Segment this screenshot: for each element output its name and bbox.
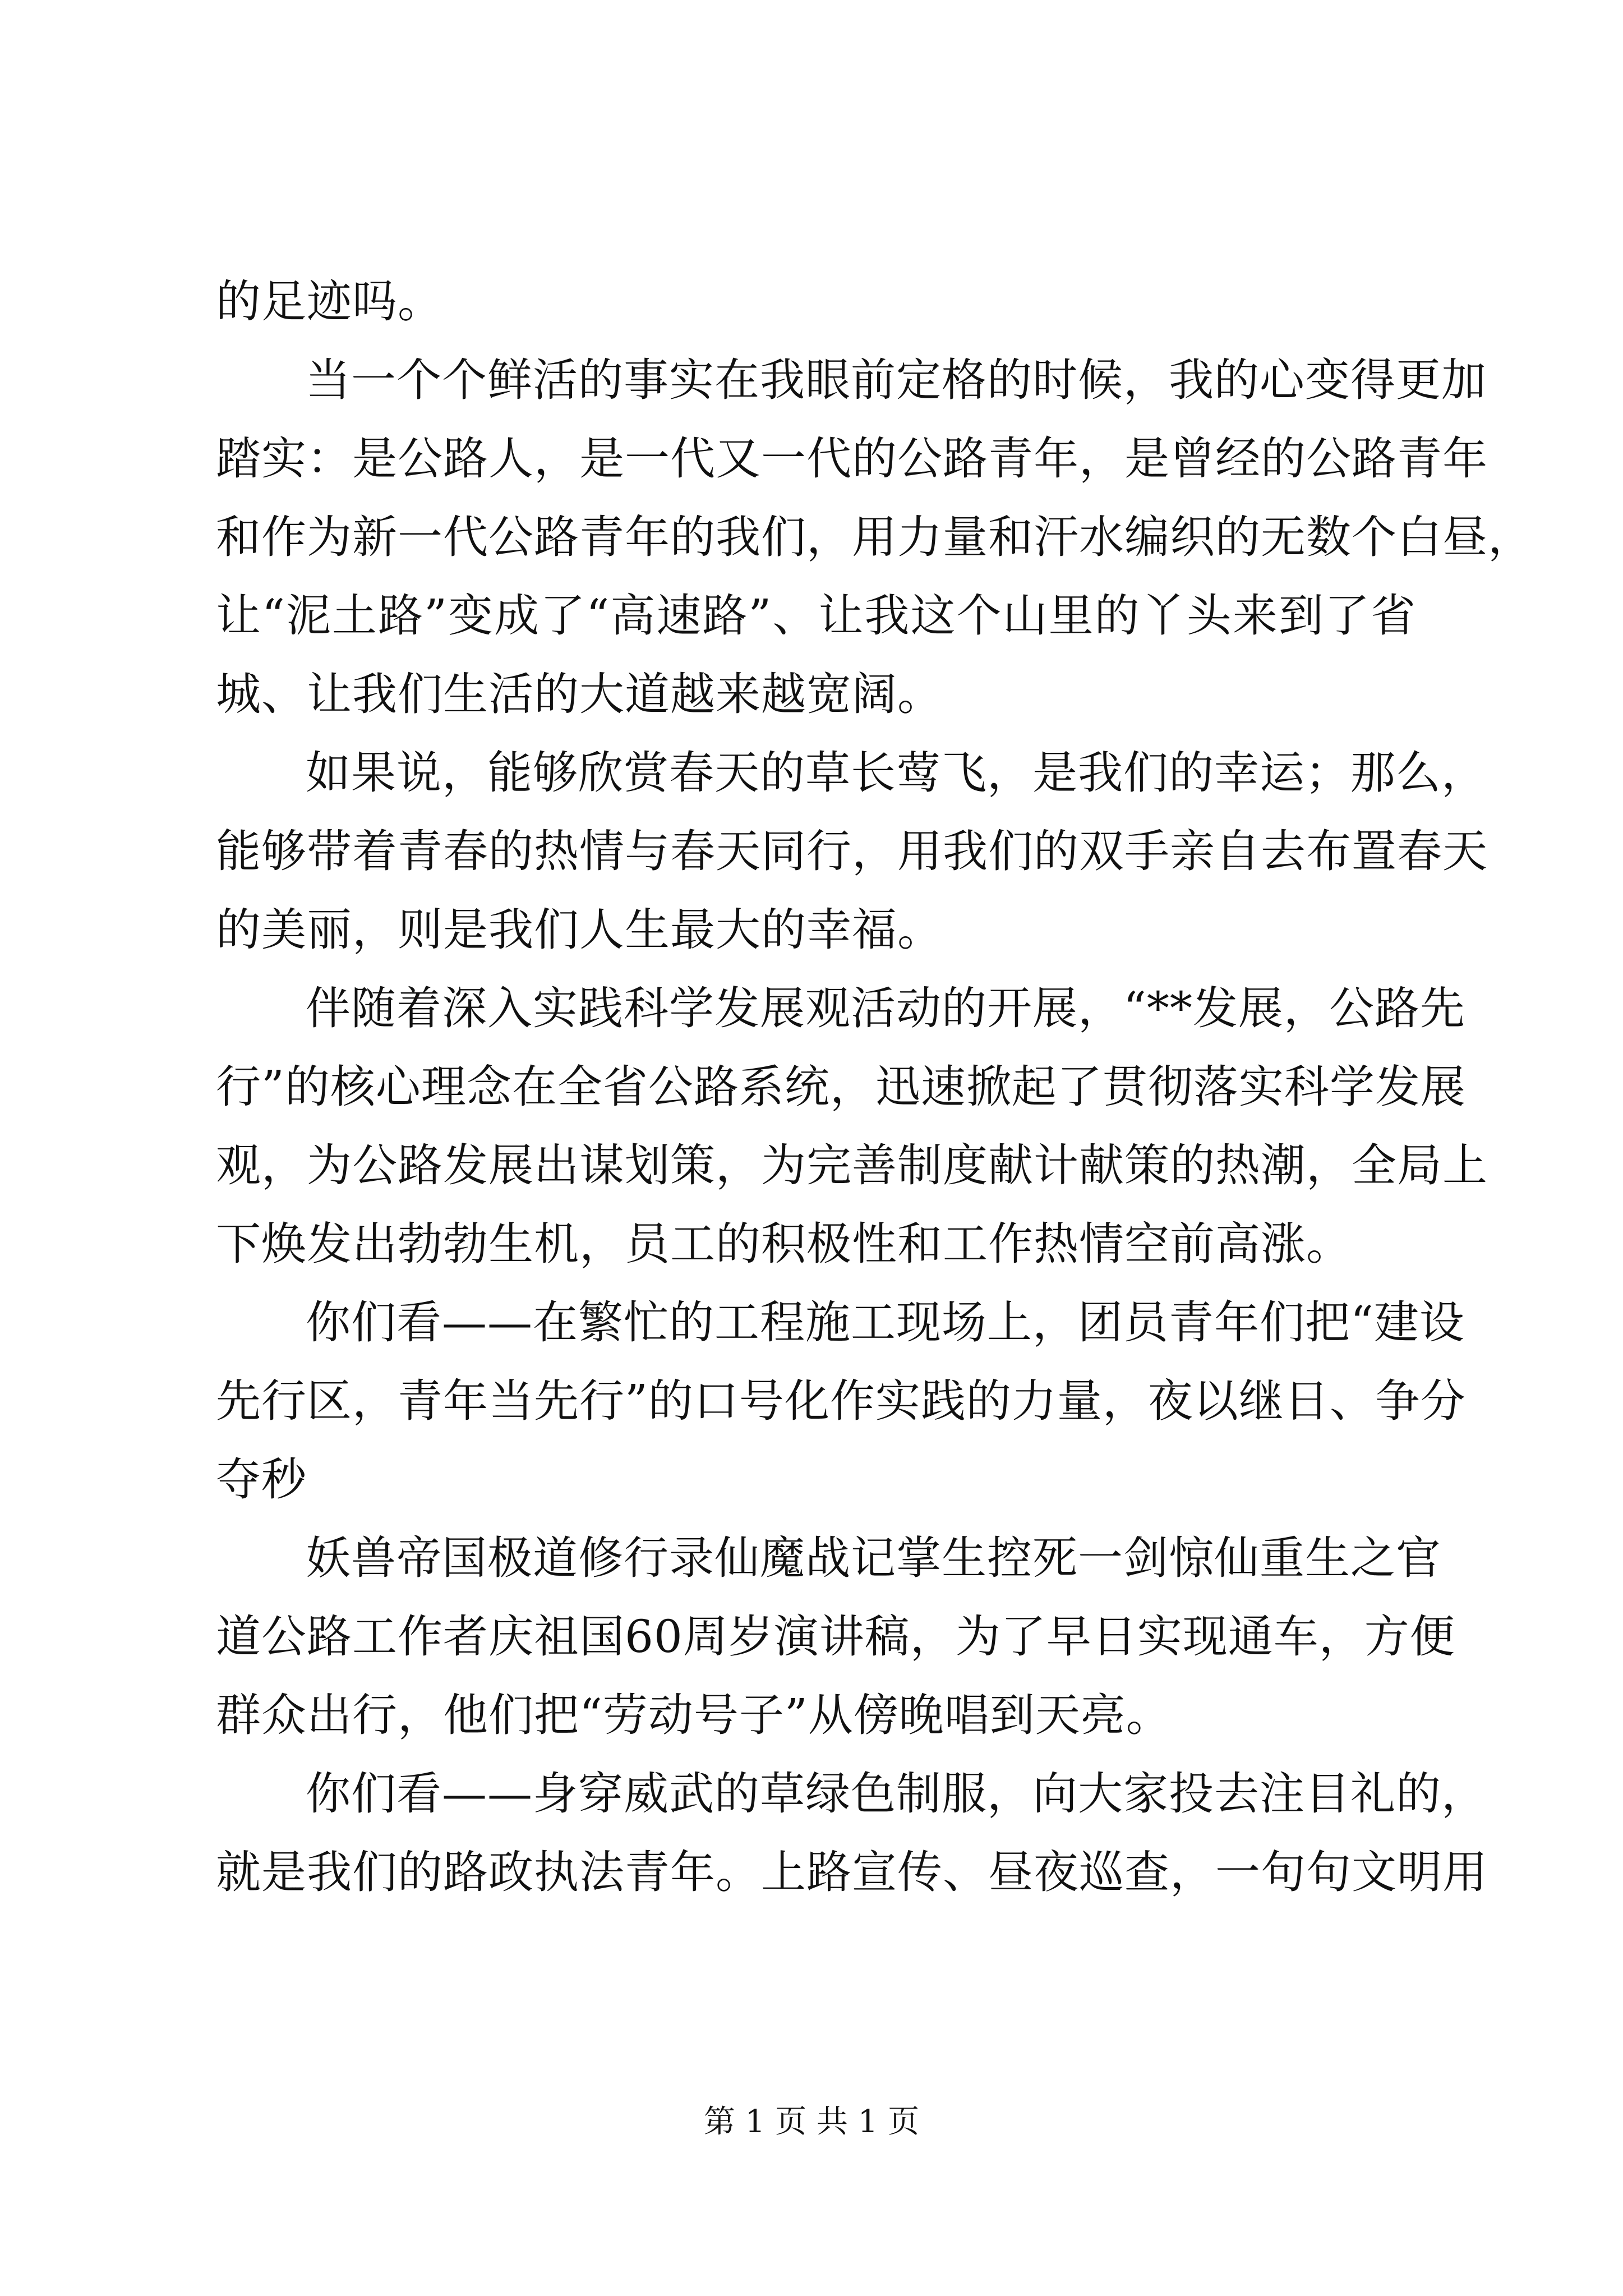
text-line: 踏实：是公路人，是一代又一代的公路青年，是曾经的公路青年 (216, 432, 1488, 485)
paragraph-first-line: 如果说，能够欣赏春天的草长莺飞，是我们的幸运；那么， (306, 747, 1487, 799)
text-line: 行”的核心理念在全省公路系统，迅速掀起了贯彻落实科学发展 (216, 1061, 1466, 1113)
text-line: 的足迹吗。 (216, 275, 443, 328)
text-line: 道公路工作者庆祖国60周岁演讲稿，为了早日实现通车，方便 (216, 1611, 1455, 1663)
text-line: 群众出行，他们把“劳动号子”从傍晚唱到天亮。 (216, 1689, 1172, 1741)
text-line: 下焕发出勃勃生机，员工的积极性和工作热情空前高涨。 (216, 1218, 1352, 1270)
text-line: 和作为新一代公路青年的我们，用力量和汗水编织的无数个白昼， (216, 511, 1533, 563)
page-footer: 第 1 页 共 1 页 (703, 2104, 920, 2140)
paragraph-first-line: 你们看——在繁忙的工程施工现场上，团员青年们把“建设 (306, 1296, 1465, 1349)
text-line: 夺秒 (216, 1453, 307, 1506)
text-line: 的美丽，则是我们人生最大的幸福。 (216, 904, 943, 956)
text-line: 先行区，青年当先行”的口号化作实践的力量，夜以继日、争分 (216, 1375, 1466, 1427)
text-line: 城、让我们生活的大道越来越宽阔。 (216, 668, 943, 720)
paragraph-first-line: 妖兽帝国极道修行录仙魔战记掌生控死一剑惊仙重生之官 (306, 1532, 1441, 1584)
paragraph-first-line: 你们看——身穿威武的草绿色制服，向大家投去注目礼的， (306, 1768, 1487, 1820)
text-line: 让“泥土路”变成了“高速路”、让我这个山里的丫头来到了省 (216, 590, 1416, 642)
paragraph-first-line: 当一个个鲜活的事实在我眼前定格的时候，我的心变得更加 (306, 354, 1487, 406)
text-line: 观，为公路发展出谋划策，为完善制度献计献策的热潮，全局上 (216, 1139, 1488, 1191)
paragraph-first-line: 伴随着深入实践科学发展观活动的开展，“**发展，公路先 (306, 982, 1465, 1034)
text-line: 就是我们的路政执法青年。上路宣传、昼夜巡查，一句句文明用 (216, 1846, 1488, 1898)
text-line: 能够带着青春的热情与春天同行，用我们的双手亲自去布置春天 (216, 825, 1488, 877)
